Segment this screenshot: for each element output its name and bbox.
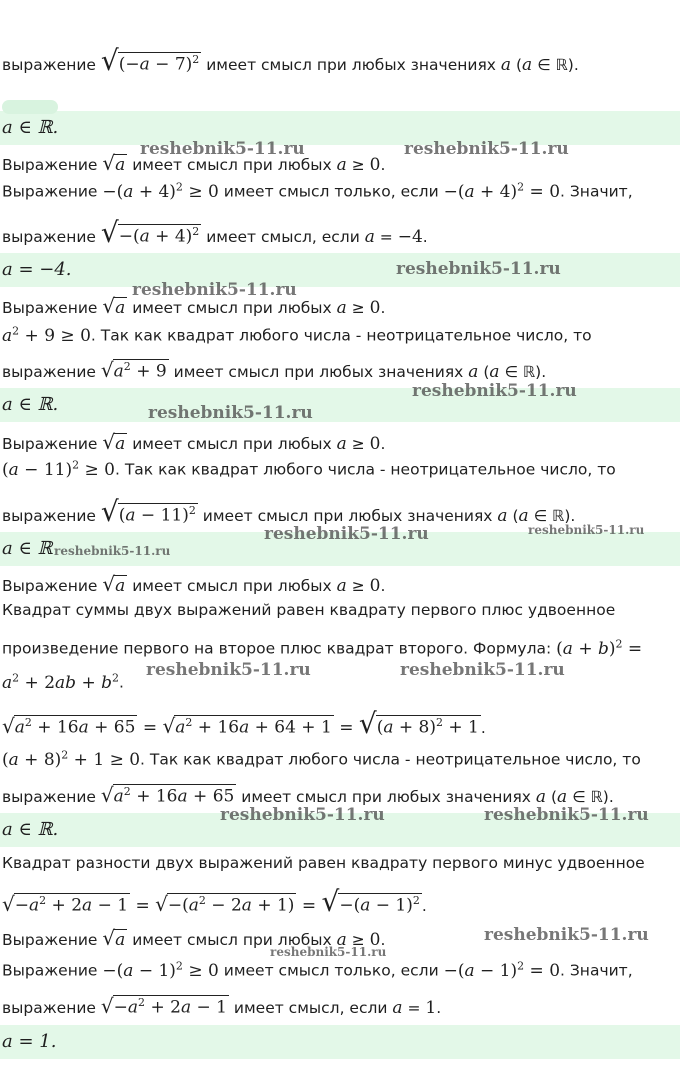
watermark: reshebnik5-11.ru (528, 523, 645, 537)
answer-band-2 (0, 253, 680, 287)
answer-band-3 (0, 388, 680, 422)
text-line: Выражение √a имеет смысл при любых a ≥ 0. (2, 151, 386, 175)
watermark: reshebnik5-11.ru (400, 660, 565, 680)
section-tag (2, 100, 58, 114)
text-line: Выражение $-(a - 1)^2 \ge 0$ имеет смысл только, если $-(a - 1)^2 = 0$. Значит, (2, 959, 633, 981)
text-line: $(a - 11)^2 \ge 0$. Так как квадрат любого числа - неотрицательное число, то (2, 458, 616, 480)
text-line: Квадрат суммы двух выражений равен квадрату первого плюс удвоенное (2, 601, 616, 619)
text-line: $√a^2 + 16a + 65 = √a^2 + 16a + 64 + 1 = √(a + 8)^2 + 1$ . (2, 707, 486, 740)
watermark: reshebnik5-11.ru (270, 945, 387, 959)
watermark: reshebnik5-11.ru (132, 280, 297, 300)
answer: a ∈ ℝ. (2, 394, 59, 415)
text-line: произведение первого на второе плюс квадрат второго. Формула: $(a + b)^2$ = (2, 637, 643, 659)
text-line: выражение $√a^2 + 9$ имеет смысл при любых значениях a (a ∈ ℝ). (2, 358, 547, 382)
text-line: выражение $√a^2 + 16a + 65$ имеет смысл при любых значениях a (a ∈ ℝ). (2, 783, 614, 807)
text-line: $(a + 8)^2 + 1 \ge 0$. Так как квадрат любого числа - неотрицательное число, то (2, 748, 641, 770)
text-line: Квадрат разности двух выражений равен квадрату первого минус удвоенное (2, 854, 645, 872)
watermark: reshebnik5-11.ru (264, 524, 429, 544)
text-line: $a^2 + 2ab + b^2$. (2, 671, 124, 693)
watermark: reshebnik5-11.ru (404, 139, 569, 159)
watermark: reshebnik5-11.ru (484, 805, 649, 825)
answer: a ∈ ℝ. (2, 117, 59, 138)
answer: a = 1. (2, 1031, 57, 1052)
text-line: выражение $√(-a - 7)^2$ имеет смысл при любых значениях a (a ∈ ℝ). (2, 44, 579, 77)
text-line: $√-a^2 + 2a - 1 = √-(a^2 - 2a + 1) = √-(a - 1)^2$ . (2, 885, 427, 918)
answer-band-6 (0, 1025, 680, 1059)
watermark: reshebnik5-11.ru (220, 805, 385, 825)
answer: a = −4. (2, 259, 72, 280)
text-line: Выражение √a имеет смысл при любых a ≥ 0. (2, 430, 386, 454)
text-line: Выражение √a имеет смысл при любых a ≥ 0. (2, 572, 386, 596)
text-line: Выражение √a имеет смысл при любых a ≥ 0. (2, 294, 386, 318)
watermark: reshebnik5-11.ru (54, 544, 171, 558)
text-line: выражение $√-(a + 4)^2$ имеет смысл, если a = −4. (2, 216, 428, 249)
watermark: reshebnik5-11.ru (148, 403, 313, 423)
answer: a ∈ ℝ (2, 538, 53, 559)
text-line: выражение $√(a - 11)^2$ имеет смысл при любых значениях a (a ∈ ℝ). (2, 495, 576, 528)
watermark: reshebnik5-11.ru (146, 660, 311, 680)
text-line: выражение $√-a^2 + 2a - 1$ имеет смысл, если a = 1. (2, 994, 442, 1018)
text-line: Выражение $-(a + 4)^2 \ge 0$ имеет смысл только, если $-(a + 4)^2 = 0$. Значит, (2, 180, 633, 202)
watermark: reshebnik5-11.ru (412, 381, 577, 401)
watermark: reshebnik5-11.ru (396, 259, 561, 279)
text-line: $a^2 + 9 \ge 0$. Так как квадрат любого числа - неотрицательное число, то (2, 324, 592, 346)
text-line: Выражение √a имеет смысл при любых a ≥ 0. (2, 926, 386, 950)
watermark: reshebnik5-11.ru (140, 139, 305, 159)
watermark: reshebnik5-11.ru (484, 925, 649, 945)
answer: a ∈ ℝ. (2, 819, 59, 840)
answer-band-1 (0, 111, 680, 145)
